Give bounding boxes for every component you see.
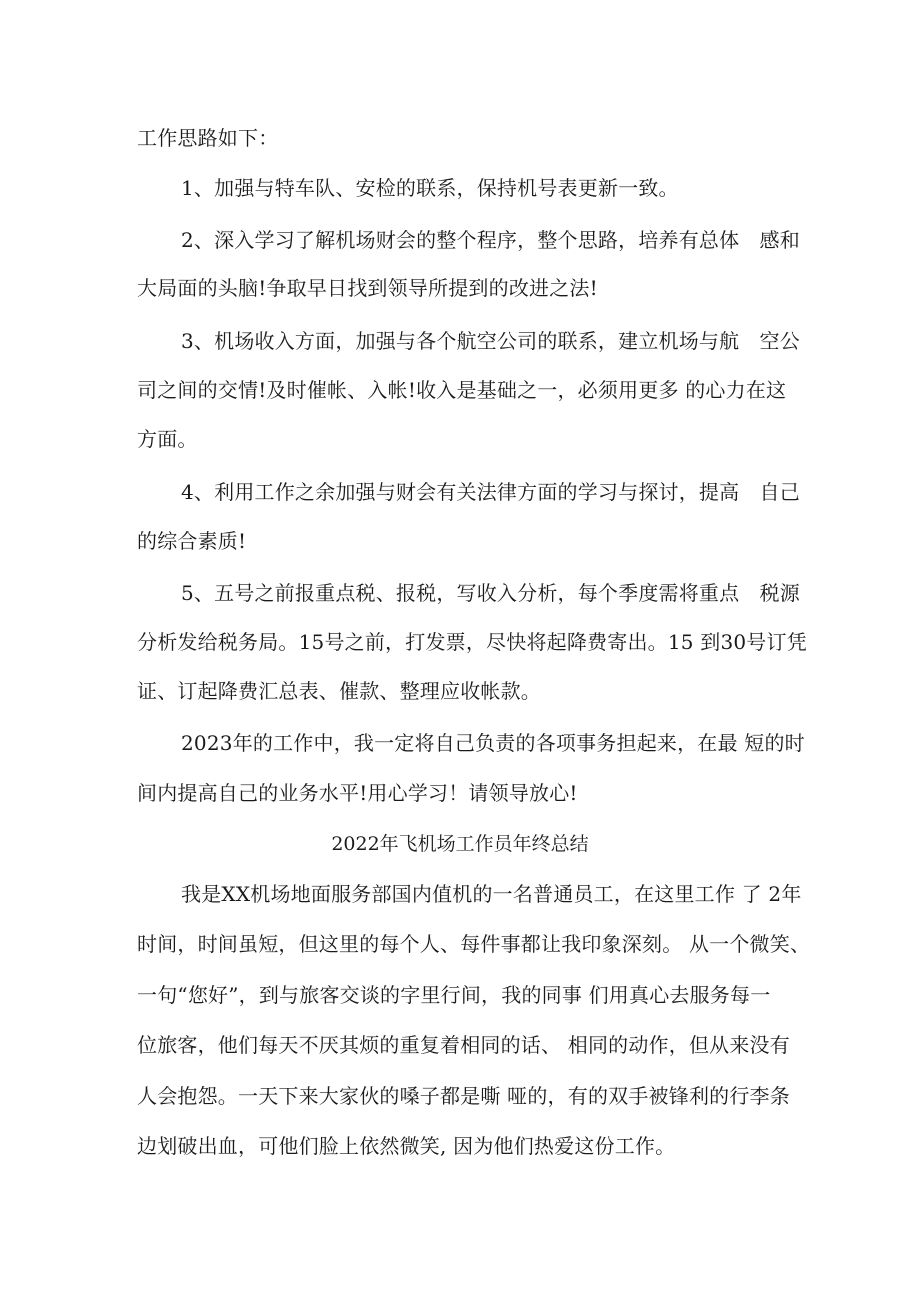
item-5-line-3: 证、订起降费汇总表、催款、整理应收帐款。 [137, 679, 541, 703]
body-line-4: 位旅客，他们每天不厌其烦的重复着相同的话、 相同的动作，但从来没有 [137, 1033, 790, 1057]
body-line-1: 我是XX机场地面服务部国内值机的一名普通员工，在这里工作 了 2年 [181, 882, 802, 906]
body-line-5: 人会抱怨。一天下来大家伙的嗓子都是嘶 哑的，有的双手被锋利的行李条 [137, 1084, 790, 1108]
section-intro: 工作思路如下： [137, 126, 279, 150]
item-3-line-2: 司之间的交情!及时催帐、入帐!收入是基础之一，必须用更多 的心力在这 [137, 378, 787, 402]
item-2-line-2: 大局面的头脑!争取早日找到领导所提到的改进之法! [137, 276, 598, 300]
body-line-3: 一句“您好”，到与旅客交谈的字里行间，我的同事 们用真心去服务每一 [137, 983, 771, 1007]
item-2-line-1: 2、深入学习了解机场财会的整个程序，整个思路，培养有总体 感和 [181, 228, 800, 252]
closing-line-1: 2023年的工作中，我一定将自己负责的各项事务担起来，在最 短的时 [181, 731, 805, 755]
item-5-line-2: 分析发给税务局。15号之前，打发票，尽快将起降费寄出。15 到30号订凭 [137, 630, 807, 654]
item-1-line-1: 1、加强与特车队、安检的联系，保持机号表更新一致。 [181, 176, 679, 200]
item-4-line-2: 的综合素质! [137, 529, 247, 553]
item-4-line-1: 4、利用工作之余加强与财会有关法律方面的学习与探讨，提高 自己 [181, 480, 800, 504]
body-line-6: 边划破出血，可他们脸上依然微笑, 因为他们热爱这份工作。 [137, 1134, 676, 1158]
item-3-line-1: 3、机场收入方面，加强与各个航空公司的联系，建立机场与航 空公 [181, 329, 800, 353]
closing-line-2: 间内提高自己的业务水平!用心学习！请领导放心! [137, 781, 578, 805]
item-5-line-1: 5、五号之前报重点税、报税，写收入分析，每个季度需将重点 税源 [181, 581, 800, 605]
body-line-2: 时间，时间虽短，但这里的每个人、每件事都让我印象深刻。 从一个微笑、 [137, 932, 811, 956]
article-heading: 2022年飞机场工作员年终总结 [331, 833, 589, 855]
item-3-line-3: 方面。 [137, 427, 198, 451]
